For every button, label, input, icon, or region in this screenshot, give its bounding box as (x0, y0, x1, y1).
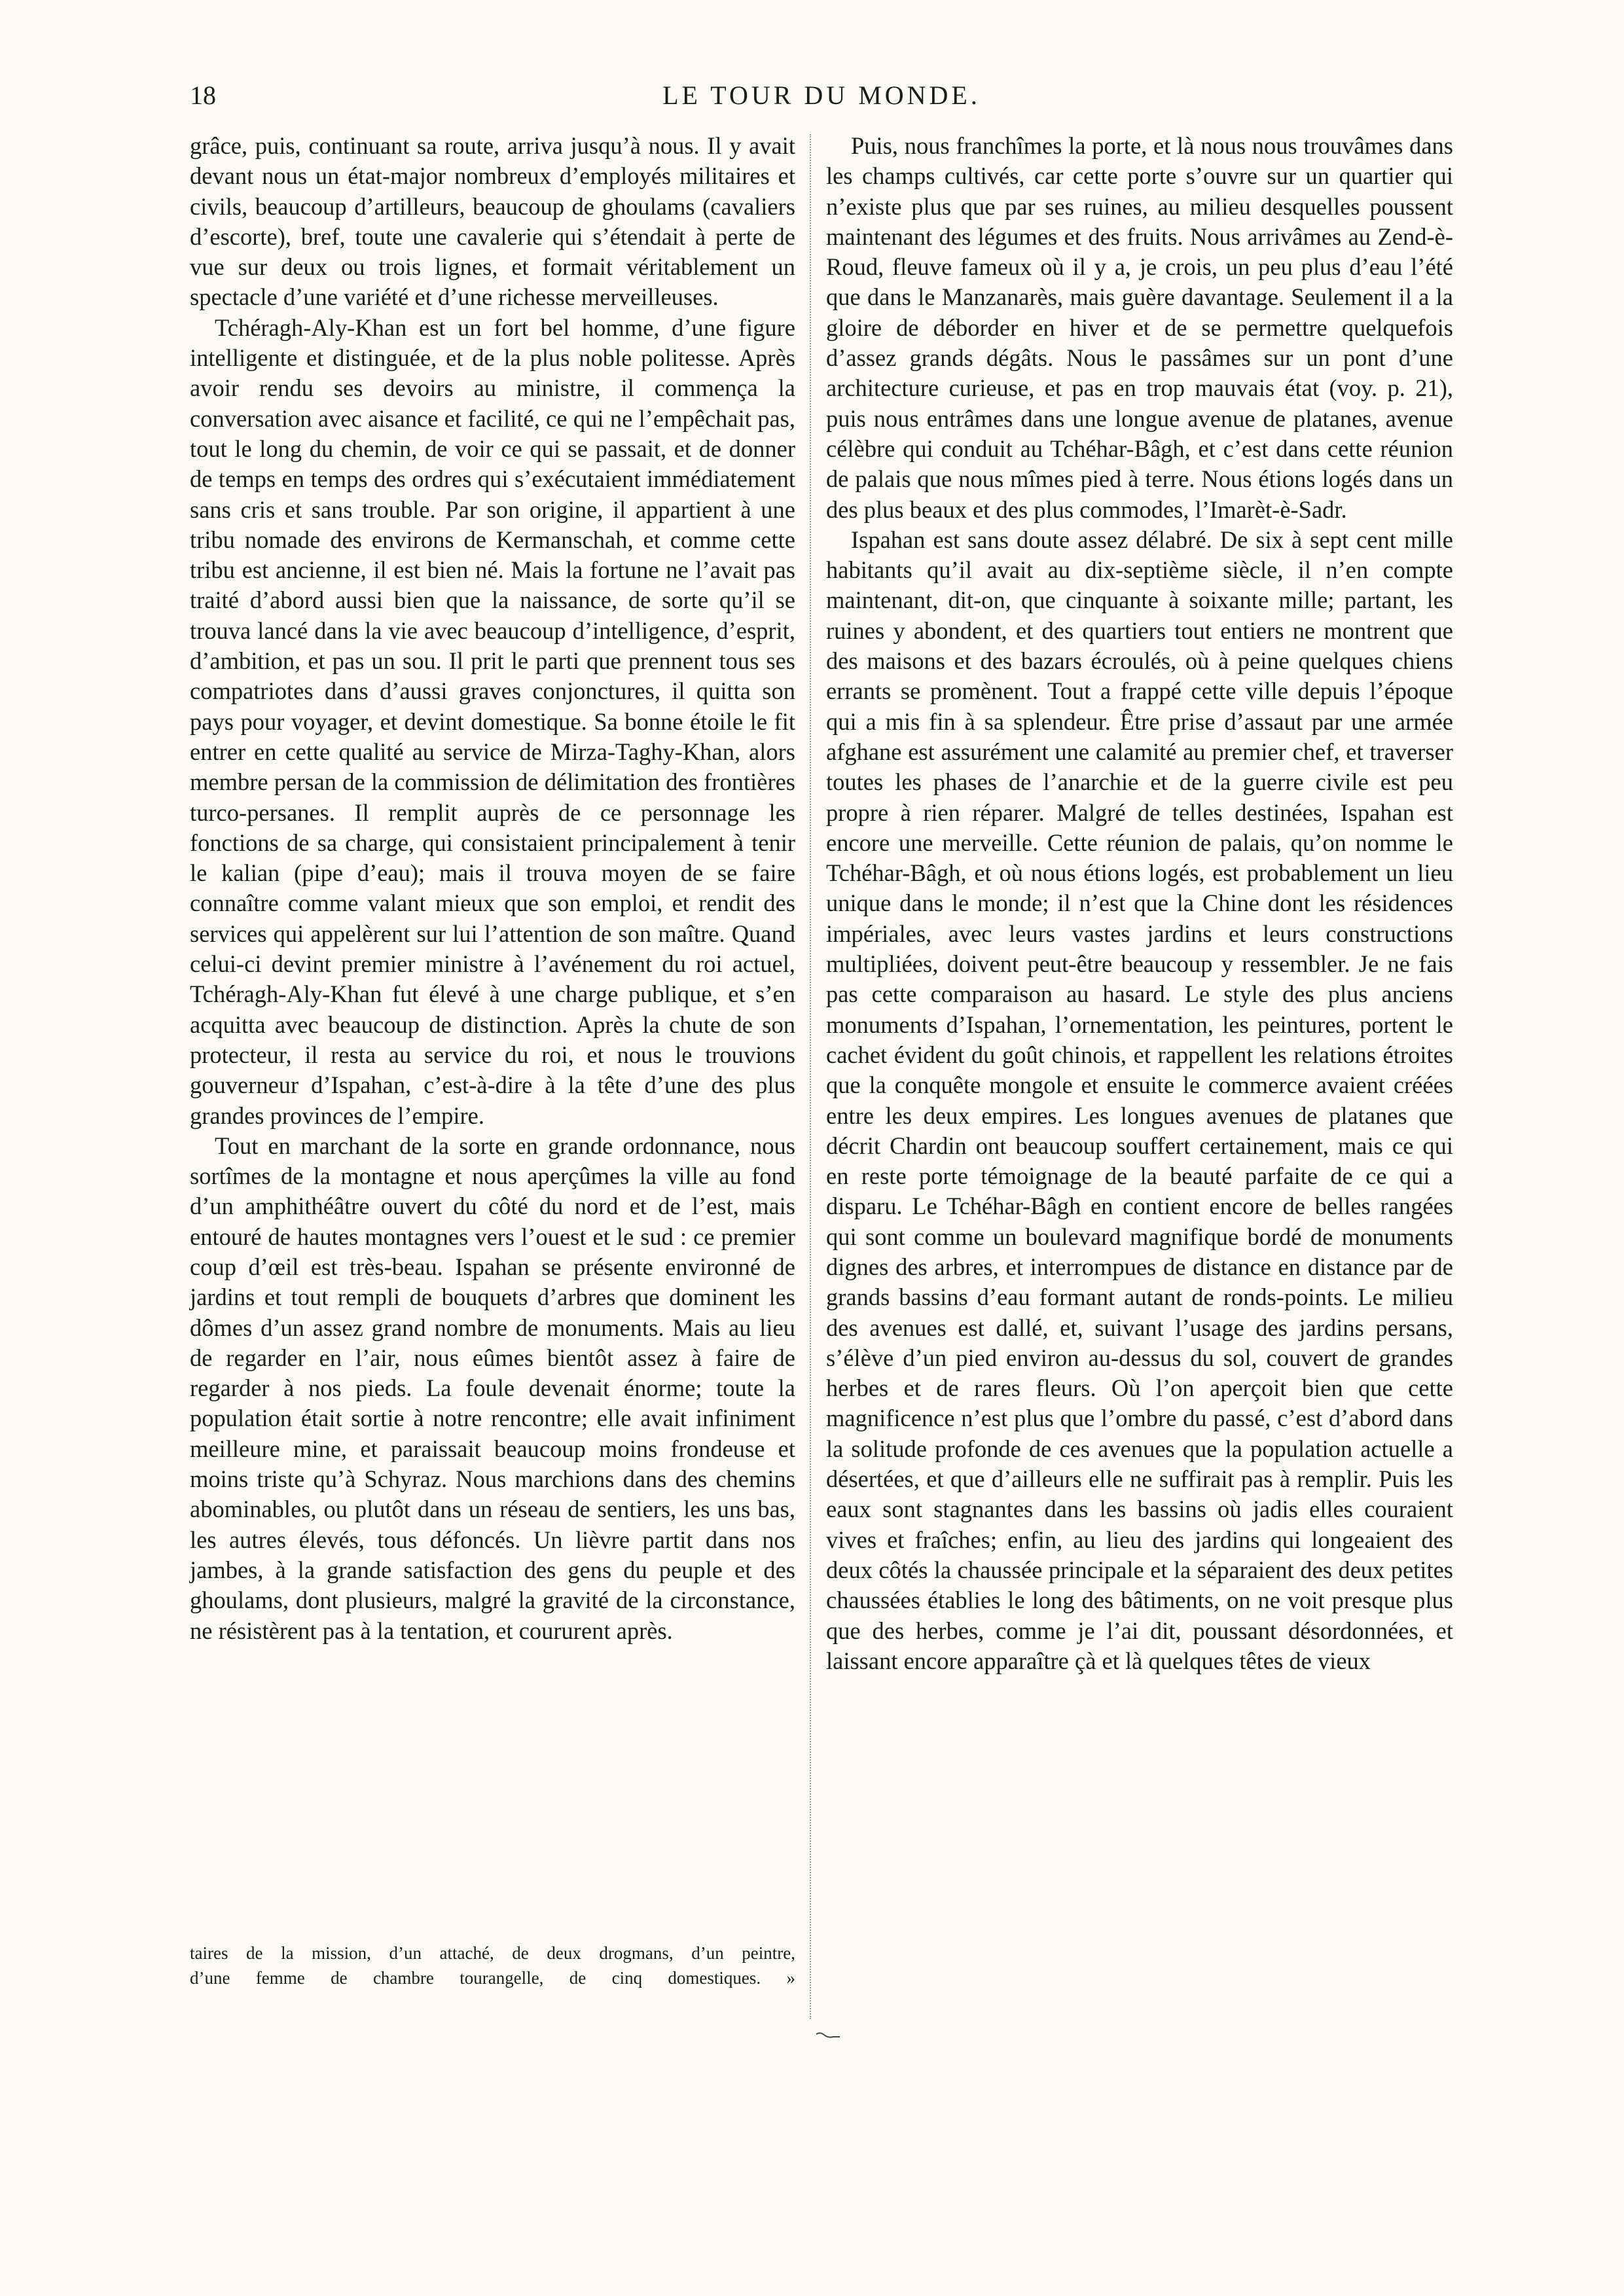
column-divider (810, 134, 811, 2019)
running-title: LE TOUR DU MONDE. (662, 81, 981, 110)
left-column (190, 131, 795, 1646)
paragraph: Tchéragh-Aly-Khan est un fort bel homme, d’une figure intelligente et distinguée, et de la plus noble politesse. Après avoir rendu ses devoirs au ministre, il commença la conversation avec aisance et facilité, ce qui ne l’empêchait pas, tout le long du chemin, de voir ce qui se passait, et de donner de temps en temps des ordres qui s’exécutaient immédiatement sans cris et sans trouble. Par son origine, il appartient à une tribu nomade des environs de Kermanschah, et comme cette tribu est ancienne, il est bien né. Mais la fortune ne l’avait pas traité d’abord aussi bien que la naissance, de sorte qu’il se trouva lancé dans la vie avec beaucoup d’intelligence, d’esprit, d’ambition, et pas un sou. Il prit le parti que prennent tous ses compatriotes dans d’aussi graves conjonctures, il quitta son pays pour voyager, et devint domestique. Sa bonne étoile le fit entrer en cette qualité au service de Mirza-Taghy-Khan, alors membre persan de la commission de délimitation des frontières turco-persanes. Il remplit auprès de ce personnage les fonctions de sa charge, qui consistaient principalement à tenir le kalian (pipe d’eau); mais il trouva moyen de se faire connaître comme valant mieux que son emploi, et rendit des services qui appelèrent sur lui l’attention de son maître. Quand celui-ci devint premier ministre à l’avénement du roi actuel, Tchéragh-Aly-Khan fut élevé à une charge publique, et s’en acquitta avec beaucoup de distinction. Après la chute de son protecteur, il resta au service du roi, et nous le trouvions gouverneur d’Ispahan, c’est-à-dire à la tête d’une des plus grandes provinces de l’empire. (190, 314, 795, 1129)
page-number: 18 (190, 81, 216, 110)
footnote-line: taires de la mission, d’un attaché, de deux drogmans, d’un peintre, (190, 1943, 795, 1963)
footnote (190, 1941, 795, 1990)
signature-mark (815, 2029, 841, 2042)
paragraph: Puis, nous franchîmes la porte, et là nous nous trouvâmes dans les champs cultivés, car cette porte s’ouvre sur un quartier qui n’existe plus que par ses ruines, au milieu desquelles poussent maintenant des légumes et des fruits. Nous arrivâmes au Zend-è-Roud, fleuve fameux où il y a, je crois, un peu plus d’eau l’été que dans le Manzanarès, mais guère davantage. Seulement il a la gloire de déborder en hiver et de se permettre quelquefois d’assez grands dégâts. Nous le passâmes sur un pont d’une architecture curieuse, et pas en trop mauvais état (voy. p. 21), puis nous entrâmes dans une longue avenue de platanes, avenue célèbre qui conduit au Tchéhar-Bâgh, et c’est dans cette réunion de palais que nous mîmes pied à terre. Nous étions logés dans un des plus beaux et des plus commodes, l’Imarèt-è-Sadr. (826, 132, 1453, 523)
footnote-line: d’une femme de chambre tourangelle, de cinq domestiques. » (190, 1968, 795, 1988)
paragraph: Tout en marchant de la sorte en grande ordonnance, nous sortîmes de la montagne et nous aperçûmes la ville au fond d’un amphithéâtre ouvert du côté du nord et de l’est, mais entouré de hautes montagnes vers l’ouest et le sud : ce premier coup d’œil est très-beau. Ispahan se présente environné de jardins et tout rempli de bouquets d’arbres que dominent les dômes d’un assez grand nombre de monuments. Mais au lieu de regarder en l’air, nous eûmes bientôt assez à faire de regarder à nos pieds. La foule devenait énorme; toute la population était sortie à notre rencontre; elle avait infiniment meilleure mine, et paraissait beaucoup moins frondeuse et moins triste qu’à Schyraz. Nous marchions dans des chemins abominables, ou plutôt dans un réseau de sentiers, les uns bas, les autres élevés, tous défoncés. Un lièvre partit dans nos jambes, à la grande satisfaction des gens du peuple et des ghoulams, dont plusieurs, malgré la gravité de la circonstance, ne résistèrent pas à la tentation, et coururent après. (190, 1132, 795, 1644)
paragraph: Ispahan est sans doute assez délabré. De six à sept cent mille habitants qu’il avait au dix-septième siècle, il n’en compte maintenant, dit-on, que cinquante à soixante mille; partant, les ruines y abondent, et des quartiers tout entiers ne montrent que des maisons et des bazars écroulés, où à peine quelques chiens errants se promènent. Tout a frappé cette ville depuis l’époque qui a mis fin à sa splendeur. Être prise d’assaut par une armée afghane est assurément une calamité au premier chef, et traverser toutes les phases de l’anarchie et de la guerre civile est peu propre à rien réparer. Malgré de telles destinées, Ispahan est encore une merveille. Cette réunion de palais, qu’on nomme le Tchéhar-Bâgh, et où nous étions logés, est probablement un lieu unique dans le monde; il n’est que la Chine dont les résidences impériales, avec leurs vastes jardins et leurs constructions multipliées, doivent peut-être beaucoup y ressembler. Je ne fais pas cette comparaison au hasard. Le style des plus anciens monuments d’Ispahan, l’ornementation, les peintures, portent le cachet évident du goût chinois, et rappellent les relations étroites que la conquête mongole et ensuite le commerce avaient créées entre les deux empires. Les longues avenues de platanes que décrit Chardin ont beaucoup souffert certainement, mais ce qui en reste porte témoignage de la beauté parfaite de ce qui a disparu. Le Tchéhar-Bâgh en contient encore de belles rangées qui sont comme un boulevard magnifique bordé de monuments dignes des arbres, et interrompues de distance en distance par de grands bassins d’eau formant autant de ronds-points. Le milieu des avenues est dallé, et, suivant l’usage des jardins persans, s’élève d’un pied environ au-dessus du sol, couvert de grandes herbes et de rares fleurs. Où l’on aperçoit bien que cette magnificence n’est plus que l’ombre du passé, c’est d’abord dans la solitude profonde de ces avenues que la population actuelle a désertées, et que d’ailleurs elle ne suffirait pas à remplir. Puis les eaux sont stagnantes dans les bassins où jadis elles couraient vives et fraîches; enfin, au lieu des jardins qui longeaient des deux côtés la chaussée principale et la séparaient des deux petites chaussées établies le long des bâtiments, on ne voit presque plus que des herbes, comme je l’ai dit, poussant désordonnées, et laissant encore apparaître çà et là quelques têtes de vieux (826, 526, 1453, 1674)
page-header (190, 76, 1453, 115)
paragraph: grâce, puis, continuant sa route, arriva jusqu’à nous. Il y avait devant nous un état-major nombreux d’employés militaires et civils, beaucoup d’artilleurs, beaucoup de ghoulams (cavaliers d’escorte), bref, toute une cavalerie qui s’étendait à perte de vue sur deux ou trois lignes, et formait véritablement un spectacle d’une variété et d’une richesse merveilleuses. (190, 132, 795, 311)
right-column (826, 131, 1453, 1676)
